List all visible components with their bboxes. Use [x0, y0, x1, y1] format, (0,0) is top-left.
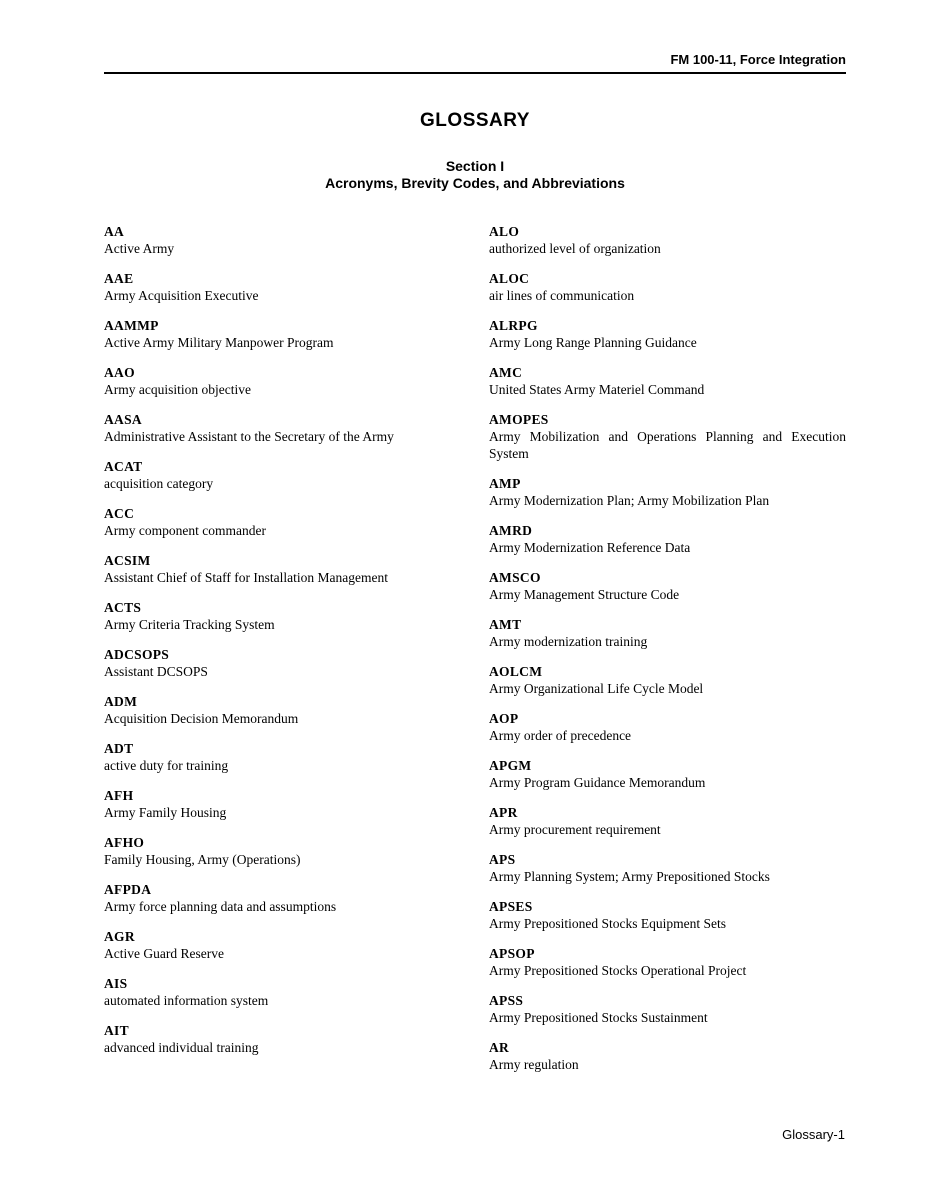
glossary-entry [489, 992, 846, 1026]
entry-acronym: ADCSOPS [104, 647, 170, 662]
entry-definition: Army Program Guidance Memorandum [489, 775, 706, 790]
entry-acronym: AAE [104, 271, 134, 286]
entry-definition: Army Prepositioned Stocks Equipment Sets [489, 916, 726, 931]
entry-acronym: AMC [489, 365, 523, 380]
entry-definition: Army regulation [489, 1057, 579, 1072]
glossary-entry [489, 898, 846, 932]
entry-acronym: AMRD [489, 523, 533, 538]
entry-acronym: AOP [489, 711, 519, 726]
glossary-entry [104, 881, 461, 915]
entry-definition: air lines of communication [489, 288, 635, 303]
entry-definition: Army component commander [104, 523, 266, 538]
glossary-entry [489, 475, 846, 509]
entry-definition: Army procurement requirement [489, 822, 661, 837]
glossary-entry [104, 1022, 461, 1056]
entry-acronym: ADM [104, 694, 138, 709]
glossary-entry [489, 1039, 846, 1073]
entry-acronym: ALO [489, 224, 520, 239]
entry-acronym: AA [104, 224, 125, 239]
glossary-entry [104, 505, 461, 539]
entry-acronym: ALRPG [489, 318, 538, 333]
glossary-entry [489, 317, 846, 351]
entry-definition: Assistant DCSOPS [104, 664, 208, 679]
entry-definition: Army Mobilization and Operations Planning and Execution System [489, 429, 846, 461]
running-header: FM 100-11, Force Integration [104, 52, 846, 74]
entry-definition: acquisition category [104, 476, 214, 491]
entry-definition: Army Acquisition Executive [104, 288, 259, 303]
entry-acronym: APGM [489, 758, 532, 773]
page-title: GLOSSARY [420, 110, 530, 131]
glossary-entry [489, 663, 846, 697]
entry-definition: Army Prepositioned Stocks Sustainment [489, 1010, 708, 1025]
entry-definition: Army acquisition objective [104, 382, 251, 397]
section-number: Section I [445, 158, 505, 174]
glossary-entry [104, 411, 461, 445]
glossary-entry [104, 787, 461, 821]
entry-acronym: ACAT [104, 459, 143, 474]
glossary-entry [104, 599, 461, 633]
glossary-entry [104, 223, 461, 257]
entry-acronym: AMT [489, 617, 522, 632]
glossary-entry [104, 646, 461, 680]
entry-acronym: AMP [489, 476, 521, 491]
glossary-entry [489, 411, 846, 462]
entry-acronym: AAO [104, 365, 135, 380]
entry-acronym: AMOPES [489, 412, 549, 427]
entry-definition: United States Army Materiel Command [489, 382, 705, 397]
glossary-entry [104, 458, 461, 492]
entry-acronym: APSS [489, 993, 524, 1008]
page-content [104, 0, 846, 1086]
glossary-entry [489, 710, 846, 744]
glossary-entry [489, 804, 846, 838]
entry-acronym: APS [489, 852, 516, 867]
entry-definition: Army Modernization Reference Data [489, 540, 691, 555]
entry-definition: Army Organizational Life Cycle Model [489, 681, 704, 696]
entry-definition: Army force planning data and assumptions [104, 899, 337, 914]
glossary-entry [489, 945, 846, 979]
entry-acronym: ACC [104, 506, 135, 521]
entry-definition: Active Army Military Manpower Program [104, 335, 334, 350]
entry-definition: Army order of precedence [489, 728, 632, 743]
entry-acronym: APSES [489, 899, 533, 914]
entry-definition: authorized level of organization [489, 241, 661, 256]
glossary-entry [489, 851, 846, 885]
entry-definition: Active Army [104, 241, 175, 256]
glossary-entry [489, 616, 846, 650]
entry-definition: Acquisition Decision Memorandum [104, 711, 299, 726]
entry-definition: Assistant Chief of Staff for Installation Management [104, 570, 388, 585]
entry-acronym: AIS [104, 976, 128, 991]
entry-definition: Army Prepositioned Stocks Operational Project [489, 963, 747, 978]
section-heading [104, 158, 846, 192]
glossary-entry [104, 552, 461, 586]
entry-definition: advanced individual training [104, 1040, 259, 1055]
entry-acronym: ACTS [104, 600, 142, 615]
glossary-entry [104, 975, 461, 1009]
glossary-entry [489, 364, 846, 398]
entry-definition: Army Criteria Tracking System [104, 617, 275, 632]
glossary-entry [489, 522, 846, 556]
glossary-entry [489, 569, 846, 603]
glossary-columns [104, 223, 846, 1086]
entry-definition: active duty for training [104, 758, 229, 773]
entry-definition: Army Long Range Planning Guidance [489, 335, 697, 350]
entry-acronym: AFPDA [104, 882, 152, 897]
glossary-column-left [104, 223, 461, 1086]
entry-definition: Administrative Assistant to the Secretary of the Army [104, 429, 394, 444]
entry-acronym: AAMMP [104, 318, 159, 333]
entry-acronym: AASA [104, 412, 142, 427]
entry-acronym: AR [489, 1040, 510, 1055]
entry-definition: Army modernization training [489, 634, 648, 649]
glossary-entry [104, 834, 461, 868]
entry-acronym: ACSIM [104, 553, 151, 568]
page-number: Glossary-1 [782, 1127, 845, 1142]
entry-acronym: AGR [104, 929, 135, 944]
entry-definition: Army Modernization Plan; Army Mobilization Plan [489, 493, 770, 508]
entry-definition: Active Guard Reserve [104, 946, 224, 961]
glossary-column-right [489, 223, 846, 1086]
entry-acronym: APR [489, 805, 518, 820]
entry-definition: Army Family Housing [104, 805, 227, 820]
entry-acronym: AMSCO [489, 570, 541, 585]
entry-acronym: AFHO [104, 835, 145, 850]
entry-definition: Army Management Structure Code [489, 587, 680, 602]
entry-acronym: ADT [104, 741, 134, 756]
entry-acronym: AOLCM [489, 664, 543, 679]
glossary-entry [104, 364, 461, 398]
entry-definition: automated information system [104, 993, 269, 1008]
glossary-entry [104, 928, 461, 962]
entry-acronym: ALOC [489, 271, 530, 286]
entry-definition: Family Housing, Army (Operations) [104, 852, 301, 867]
glossary-entry [489, 270, 846, 304]
glossary-entry [489, 223, 846, 257]
glossary-entry [104, 270, 461, 304]
glossary-entry [104, 693, 461, 727]
entry-acronym: AIT [104, 1023, 129, 1038]
glossary-entry [104, 317, 461, 351]
entry-definition: Army Planning System; Army Prepositioned Stocks [489, 869, 770, 884]
section-subtitle: Acronyms, Brevity Codes, and Abbreviations [325, 175, 625, 191]
entry-acronym: APSOP [489, 946, 535, 961]
glossary-entry [104, 740, 461, 774]
entry-acronym: AFH [104, 788, 134, 803]
glossary-entry [489, 757, 846, 791]
